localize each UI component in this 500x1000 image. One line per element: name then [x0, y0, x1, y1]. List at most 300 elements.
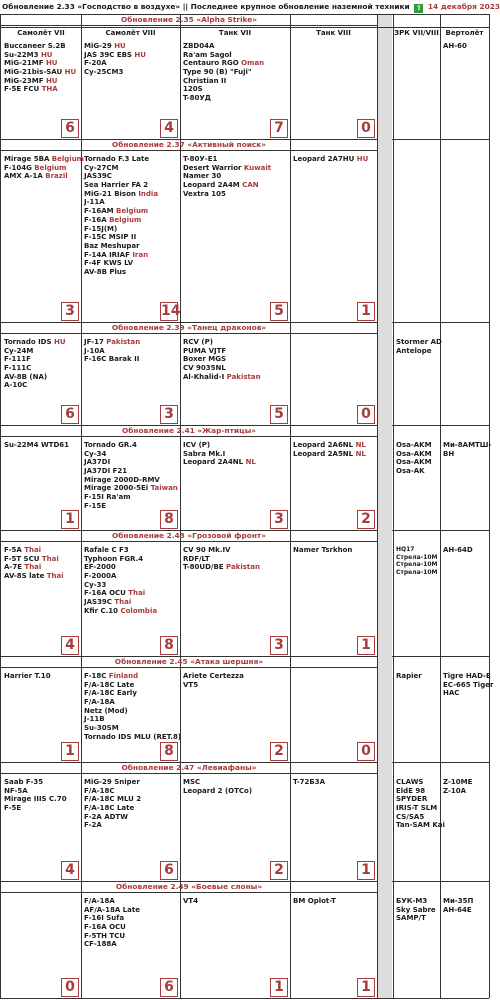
- nation-tag: HU: [114, 42, 126, 50]
- vehicle-name: Netz (Mod): [84, 706, 128, 715]
- vehicle-name: Ariete Certezza: [183, 672, 244, 680]
- vehicle-name: F-5TH TCU: [84, 931, 126, 940]
- vehicle-name: Ми-35П: [443, 897, 474, 905]
- vehicle-item: [4, 77, 80, 86]
- vehicle-name: F/A-18C Late: [84, 680, 135, 689]
- vehicle-name: F-2A ADTW: [84, 812, 128, 821]
- vehicle-count: 14: [161, 303, 181, 319]
- vehicle-item: [183, 85, 289, 94]
- vehicle-name: Kfir C.10: [84, 606, 121, 615]
- vehicle-item: [4, 364, 80, 373]
- vehicle-name: Cy-27CM: [84, 163, 119, 172]
- vehicle-item: [396, 778, 439, 787]
- vehicle-item: [396, 787, 439, 796]
- vehicle-name: F-104G: [4, 163, 35, 172]
- vehicle-count: 1: [357, 302, 375, 321]
- vehicle-count: 1: [357, 861, 375, 880]
- vehicle-item: [293, 441, 376, 450]
- vehicle-item: [183, 897, 289, 906]
- vehicle-item: [84, 563, 179, 572]
- vehicle-count: 8: [160, 636, 178, 655]
- vehicle-count: 0: [357, 119, 375, 138]
- vehicle-item: [396, 554, 439, 562]
- vehicle-name: Mirage 2000-5Ei: [84, 484, 151, 493]
- vehicle-name: Cy-34: [84, 449, 107, 458]
- vehicle-count: 1: [61, 742, 79, 761]
- vehicle-name: SAMP/T: [396, 914, 426, 923]
- vehicle-item: [4, 338, 80, 347]
- vehicle-item: [396, 450, 439, 459]
- vehicle-list: [4, 672, 80, 681]
- nation-tag: Pakistan: [226, 563, 260, 572]
- vehicle-item: [84, 804, 179, 813]
- vehicle-list: [293, 155, 376, 164]
- vehicle-item: [183, 42, 289, 51]
- column-header: Танк VIII: [316, 29, 351, 37]
- grid-line: [0, 773, 377, 774]
- vehicle-count: 6: [160, 978, 178, 997]
- vehicle-name: Стрела-10М: [396, 568, 438, 576]
- nation-tag: Colombia: [120, 606, 158, 615]
- vehicle-count: 1: [357, 636, 375, 655]
- nation-tag: THA: [41, 85, 58, 94]
- nation-tag: HU: [40, 50, 53, 59]
- nation-tag: Belgium: [116, 207, 149, 216]
- nation-tag: India: [138, 189, 159, 198]
- vehicle-list: [183, 441, 289, 467]
- vehicle-name: F-14A IRIAF: [84, 250, 133, 259]
- grid-line: [0, 139, 377, 140]
- vehicle-item: [183, 77, 289, 86]
- vehicle-name: 120S: [183, 85, 203, 94]
- vehicle-name: Mirage IIIS C.70: [4, 795, 67, 804]
- vehicle-name: RDF/LT: [183, 554, 210, 563]
- vehicle-list: [4, 441, 80, 450]
- vehicle-item: [443, 906, 488, 915]
- update-banner: Обновление 2.41 «Жар-птицы»: [121, 426, 257, 435]
- vehicle-name: VT4: [183, 897, 199, 905]
- vehicle-list: [84, 42, 179, 77]
- vehicle-name: Harrier T.10: [4, 672, 51, 680]
- vehicle-name: Leopard 2A7HU: [293, 155, 357, 163]
- update-banner: Обновление 2.39 «Танец драконов»: [111, 323, 267, 332]
- vehicle-name: AV-8B (NA): [4, 372, 48, 381]
- nation-tag: NL: [355, 441, 366, 449]
- vehicle-list: [443, 546, 488, 555]
- vehicle-name: JAS39C: [84, 598, 115, 607]
- vehicle-name: F-111C: [4, 364, 32, 373]
- vehicle-name: Osa-AKM: [396, 441, 432, 449]
- vehicle-item: [84, 450, 179, 459]
- header-title: Обновление 2.33 «Господство в воздухе» || Последнее крупное обновление наземной техники: [2, 2, 410, 11]
- vehicle-item: [4, 546, 80, 555]
- vehicle-item: [396, 338, 442, 347]
- vehicle-item: [396, 804, 439, 813]
- grid-line: [377, 14, 378, 998]
- vehicle-list: [443, 441, 492, 458]
- vehicle-count: 3: [270, 510, 288, 529]
- vehicle-name: MiG-29 Sniper: [84, 778, 140, 786]
- vehicle-item: [84, 338, 179, 347]
- vehicle-name: BM Oplot-T: [293, 897, 336, 905]
- vehicle-count: 0: [357, 742, 375, 761]
- vehicle-item: [84, 715, 179, 724]
- nation-tag: Belgium: [34, 163, 67, 172]
- vehicle-list: [84, 546, 179, 616]
- grid-line: [0, 14, 1, 998]
- vehicle-item: [84, 42, 179, 51]
- vehicle-item: [84, 441, 179, 450]
- vehicle-item: [183, 190, 289, 199]
- vehicle-count: 6: [160, 861, 178, 880]
- vehicle-name: Rafale C F3: [84, 546, 129, 554]
- vehicle-list: [293, 441, 376, 458]
- nation-tag: Thai: [46, 572, 64, 581]
- vehicle-item: [443, 450, 488, 459]
- vehicle-name: Tigre HAD-E: [443, 672, 491, 680]
- vehicle-item: [443, 689, 488, 698]
- update-banner: Обновление 2.47 «Левиафаны»: [121, 763, 257, 772]
- vehicle-name: Rapier: [396, 672, 422, 680]
- vehicle-name: Leopard 2A5NL: [293, 449, 356, 458]
- grid-line: [0, 150, 377, 151]
- vehicle-item: [84, 493, 179, 502]
- vehicle-item: [293, 546, 376, 555]
- vehicle-item: [396, 561, 439, 569]
- grid-line: [440, 14, 441, 998]
- grid-line: [392, 881, 489, 882]
- grid-line: [0, 333, 377, 334]
- vehicle-name: T-80У-E1: [183, 155, 218, 163]
- vehicle-list: [293, 897, 376, 906]
- vehicle-item: [183, 373, 289, 382]
- vehicle-name: T-80УД: [183, 94, 212, 103]
- vehicle-item: [396, 458, 439, 467]
- grid-line: [0, 998, 489, 999]
- nation-tag: Thai: [41, 554, 59, 563]
- vehicle-item: [183, 555, 289, 564]
- vehicle-name: Type 90 (B) "Fuji": [183, 68, 252, 77]
- vehicle-item: [84, 251, 179, 260]
- vehicle-name: PUMA VJTF: [183, 346, 227, 355]
- vehicle-count: 3: [270, 636, 288, 655]
- vehicle-item: [84, 467, 179, 476]
- update-banner: Обновление 2.45 «Атака шершня»: [114, 657, 264, 666]
- vehicle-name: F/A-18A: [84, 897, 115, 905]
- vehicle-name: T-72Б3А: [293, 778, 326, 786]
- vehicle-name: AV-8S late: [4, 572, 47, 581]
- vehicle-item: [84, 546, 179, 555]
- vehicle-name: JA37DI F21: [84, 467, 128, 476]
- vehicle-name: Mirage 2000D-RMV: [84, 475, 160, 484]
- vehicle-name: Ми-8АМТШ-: [443, 441, 492, 449]
- vehicle-item: [183, 164, 289, 173]
- vehicle-item: [443, 546, 488, 555]
- vehicle-item: [84, 484, 179, 493]
- vehicle-item: [396, 347, 439, 356]
- vehicle-name: MiG-21bis-SAU: [4, 68, 65, 77]
- vehicle-name: Su-30SM: [84, 724, 119, 733]
- vehicle-item: [183, 563, 289, 572]
- vehicle-item: [84, 181, 179, 190]
- vehicle-item: [396, 821, 445, 830]
- vehicle-name: J-11A: [84, 198, 105, 207]
- vehicle-item: [4, 441, 80, 450]
- vehicle-name: Desert Warrior: [183, 163, 244, 172]
- vehicle-name: Christian II: [183, 76, 227, 85]
- update-banner: Обновление 2.35 «Alpha Strike»: [120, 15, 258, 24]
- vehicle-item: [4, 85, 80, 94]
- nation-tag: Oman: [241, 59, 265, 68]
- vehicle-item: [4, 563, 80, 572]
- vehicle-list: [183, 338, 289, 381]
- vehicle-item: [183, 546, 289, 555]
- vehicle-count: 7: [270, 119, 288, 138]
- vehicle-name: F-16AM: [84, 207, 117, 216]
- vehicle-name: Стрела-10М: [396, 561, 438, 569]
- vehicle-item: [183, 155, 289, 164]
- nation-tag: Thai: [24, 563, 42, 572]
- vehicle-item: [183, 347, 289, 356]
- vehicle-count: 6: [61, 405, 79, 424]
- vehicle-list: [84, 441, 179, 511]
- vehicle-item: [396, 906, 439, 915]
- vehicle-name: Z-10ME: [443, 778, 473, 786]
- vehicle-item: [443, 897, 488, 906]
- vehicle-name: Stormer AD: [396, 338, 442, 346]
- vehicle-list: [84, 672, 182, 742]
- nation-tag: NL: [355, 449, 366, 458]
- vehicle-item: [84, 778, 179, 787]
- vehicle-item: [183, 458, 289, 467]
- vehicle-name: IRIS-T SLM: [396, 804, 438, 813]
- vehicle-name: F/A-18A: [84, 698, 115, 707]
- vehicle-item: [396, 441, 439, 450]
- grid-line: [0, 892, 377, 893]
- vehicle-list: [443, 672, 494, 698]
- vehicle-count: 8: [160, 510, 178, 529]
- vehicle-item: [84, 598, 179, 607]
- nation-tag: HU: [45, 59, 58, 68]
- vehicle-name: AH-60: [443, 42, 467, 50]
- vehicle-name: Tornado IDS: [4, 338, 54, 346]
- vehicle-item: [84, 164, 179, 173]
- vehicle-item: [84, 198, 179, 207]
- vehicle-item: [443, 441, 492, 450]
- column-header: ЗРК VII/VIII: [394, 29, 439, 37]
- nation-tag: Taiwan: [150, 484, 178, 493]
- grid-line: [392, 656, 489, 657]
- vehicle-name: Osa-AK: [396, 467, 425, 476]
- vehicle-item: [396, 813, 439, 822]
- vehicle-name: MiG-29: [84, 42, 115, 50]
- grid-line: [180, 14, 181, 998]
- vehicle-item: [4, 59, 80, 68]
- vehicle-name: F-15E: [84, 501, 106, 510]
- grid-line: [392, 762, 489, 763]
- vehicle-item: [84, 190, 179, 199]
- grid-line: [0, 425, 377, 426]
- vehicle-name: Tornado GR.4: [84, 441, 137, 449]
- update-banner: Обновление 2.49 «Боевые слоны»: [115, 882, 263, 891]
- vehicle-count: 3: [160, 405, 178, 424]
- vehicle-item: [84, 347, 179, 356]
- vehicle-item: [84, 68, 179, 77]
- vehicle-item: [183, 672, 289, 681]
- vehicle-name: A-10C: [4, 381, 28, 390]
- vehicle-name: JF-17: [84, 338, 107, 346]
- vehicle-item: [84, 787, 179, 796]
- vehicle-list: [183, 155, 289, 198]
- vehicle-name: Osa-AKM: [396, 458, 432, 467]
- vehicle-name: F-15J(M): [84, 224, 118, 233]
- vehicle-name: T-80UD/BE: [183, 563, 226, 572]
- column-header: Самолёт VIII: [105, 29, 156, 37]
- nation-tag: Thai: [114, 598, 132, 607]
- vehicle-item: [4, 787, 80, 796]
- vehicle-item: [396, 546, 439, 554]
- nation-tag: Brazil: [45, 172, 68, 181]
- vehicle-item: [183, 355, 289, 364]
- vehicle-item: [396, 914, 439, 923]
- vehicle-count: 1: [357, 978, 375, 997]
- vehicle-name: Ra'am Sagol: [183, 50, 232, 59]
- vehicle-name: Cy-25CM3: [84, 68, 124, 77]
- nation-tag: HU: [45, 76, 58, 85]
- vehicle-name: Sky Sabre: [396, 905, 436, 914]
- vehicle-name: Sabra Mk.I: [183, 449, 226, 458]
- nation-tag: Thai: [24, 546, 42, 554]
- vehicle-list: [183, 897, 289, 906]
- vehicle-item: [84, 914, 179, 923]
- grid-line: [0, 541, 377, 542]
- vehicle-name: F-5E: [4, 804, 22, 813]
- vehicle-name: MiG-21MF: [4, 59, 46, 68]
- grid-line: [392, 322, 489, 323]
- vehicle-item: [4, 172, 80, 181]
- update-banner: Обновление 2.37 «Активный поиск»: [111, 140, 267, 149]
- up-arrow-icon: ⇧: [415, 4, 422, 12]
- vehicle-item: [4, 572, 80, 581]
- vehicle-name: MiG-23MF: [4, 76, 46, 85]
- vehicle-name: CS/SA5: [396, 812, 425, 821]
- vehicle-name: Leopard 2A4NL: [183, 458, 246, 467]
- vehicle-count: 5: [270, 405, 288, 424]
- vehicle-item: [84, 172, 179, 181]
- vehicle-item: [293, 778, 376, 787]
- vehicle-item: [396, 672, 439, 681]
- header-date: 14 декабря 2023: [427, 2, 500, 11]
- vehicle-name: БУК-М3: [396, 897, 428, 905]
- vehicle-item: [4, 804, 80, 813]
- vehicle-list: [396, 338, 442, 355]
- grid-line: [489, 14, 490, 998]
- vehicle-name: SPYDER: [396, 795, 428, 804]
- vehicle-name: Buccaneer S.2B: [4, 42, 66, 50]
- vehicle-name: F-4F KWS LV: [84, 259, 134, 268]
- vehicle-item: [4, 42, 80, 51]
- vehicle-item: [443, 672, 491, 681]
- vehicle-item: [84, 216, 179, 225]
- vehicle-name: F-16I Sufa: [84, 914, 125, 923]
- grid-line: [392, 425, 489, 426]
- vehicle-item: [84, 940, 179, 949]
- vehicle-item: [84, 923, 179, 932]
- vehicle-count: 4: [61, 636, 79, 655]
- vehicle-item: [396, 897, 439, 906]
- vehicle-name: F/A-18C Early: [84, 689, 137, 698]
- vehicle-item: [84, 732, 182, 742]
- vehicle-name: AH-64D: [443, 546, 473, 554]
- vehicle-item: [84, 932, 179, 941]
- vehicle-name: J-10A: [84, 346, 105, 355]
- vehicle-item: [4, 355, 80, 364]
- vehicle-count: 0: [61, 978, 79, 997]
- grid-line: [0, 322, 377, 323]
- vehicle-item: [84, 233, 179, 242]
- vehicle-item: [84, 689, 179, 698]
- column-header: Вертолёт: [445, 29, 484, 37]
- vehicle-list: [183, 672, 289, 689]
- vehicle-item: [443, 778, 488, 787]
- vehicle-name: Tan-SAM Kai: [396, 821, 445, 830]
- grid-line: [290, 14, 291, 998]
- vehicle-name: Al-Khalid-I: [183, 372, 227, 381]
- vehicle-item: [396, 569, 439, 577]
- vehicle-name: Z-10A: [443, 786, 467, 795]
- grid-line: [0, 436, 377, 437]
- vehicle-item: [443, 42, 488, 51]
- vehicle-name: F-5A: [4, 546, 25, 554]
- vehicle-count: 8: [160, 742, 178, 761]
- vehicle-item: [4, 672, 80, 681]
- vehicle-item: [396, 467, 439, 476]
- vehicle-name: F-111F: [4, 355, 31, 364]
- vehicle-item: [4, 68, 80, 77]
- vehicle-item: [293, 155, 376, 164]
- vehicle-name: Namer Tsrkhon: [293, 546, 353, 554]
- vehicle-name: RCV (P): [183, 338, 213, 346]
- vehicle-name: F-5E FCU: [4, 85, 42, 94]
- vehicle-item: [183, 681, 289, 690]
- vehicle-name: ZBD04A: [183, 42, 215, 50]
- vehicle-item: [84, 355, 179, 364]
- vehicle-count: 2: [357, 510, 375, 529]
- vehicle-name: VT5: [183, 680, 199, 689]
- vehicle-name: Su-22M3: [4, 50, 41, 59]
- vehicle-name: AF/A-18A Late: [84, 905, 140, 914]
- vehicle-name: Tornado F.3 Late: [84, 155, 150, 163]
- vehicle-name: Leopard 2A4M: [183, 181, 243, 190]
- grid-line: [0, 881, 377, 882]
- nation-tag: Belgium: [51, 155, 84, 163]
- vehicle-name: CV 9035NL: [183, 364, 226, 373]
- vehicle-item: [396, 795, 439, 804]
- vehicle-list: [396, 441, 439, 476]
- nation-tag: Kuwait: [243, 163, 272, 172]
- vehicle-name: F-16A: [84, 215, 110, 224]
- vehicle-item: [183, 68, 289, 77]
- grid-line: [0, 25, 377, 26]
- vehicle-name: F-16A OCU: [84, 923, 126, 932]
- vehicle-item: [84, 555, 179, 564]
- vehicle-item: [84, 242, 179, 251]
- update-banner: Обновление 2.43 «Грозовой фронт»: [111, 531, 266, 540]
- vehicle-list: [293, 546, 376, 555]
- vehicle-name: HAC: [443, 689, 460, 698]
- vehicle-name: Centauro RGO: [183, 59, 242, 68]
- vehicle-item: [183, 441, 289, 450]
